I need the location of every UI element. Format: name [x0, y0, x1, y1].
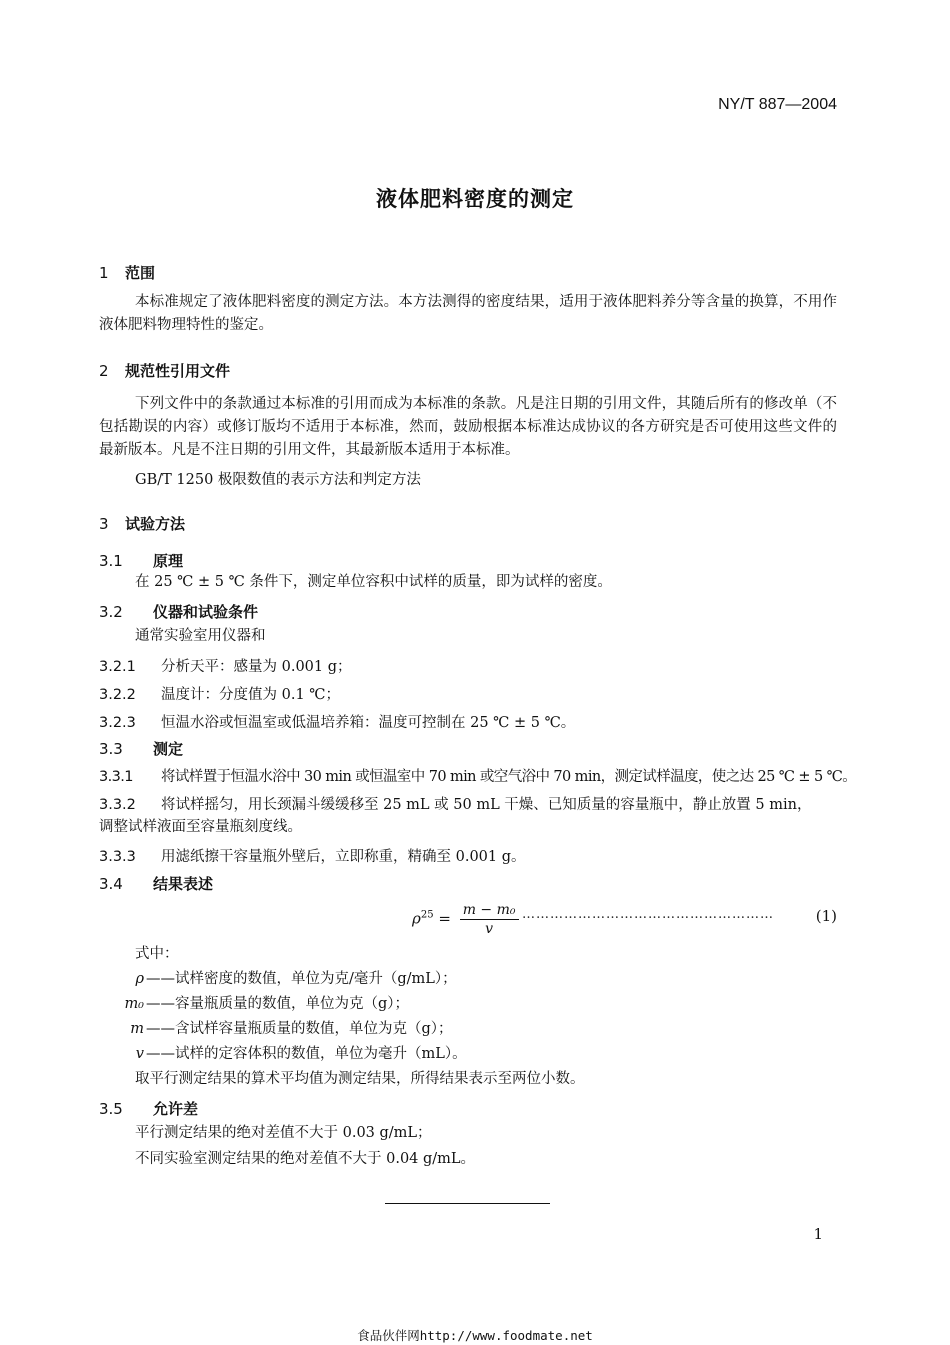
section-1-paragraph: 本标准规定了液体肥料密度的测定方法。本方法测得的密度结果，适用于液体肥料养分等含量的换算，不用作液体肥料物理特性的鉴定。 [99, 294, 837, 333]
item-text: 分析天平：感量为 0.001 g； [161, 659, 352, 675]
section-number: 1 [99, 264, 109, 282]
list-item [99, 683, 340, 704]
section-2-heading [99, 360, 230, 381]
list-item [99, 793, 811, 814]
result-conclusion: 取平行测定结果的算术平均值为测定结果，所得结果表示至两位小数。 [135, 1071, 585, 1087]
density-formula [412, 902, 519, 937]
section-3-4-heading [99, 873, 213, 894]
list-item [99, 655, 352, 676]
item-number: 3.2.1 [99, 659, 136, 675]
section-number: 3 [99, 515, 109, 533]
definition-symbol: m [130, 1021, 144, 1037]
section-3-heading [99, 513, 185, 534]
principle-text: 在 25 ℃ ± 5 ℃ 条件下，测定单位容积中试样的质量，即为试样的密度。 [135, 574, 612, 590]
section-title: 仪器和试验条件 [153, 603, 259, 621]
footer-watermark: 食品伙伴网http://www.foodmate.net [357, 1328, 593, 1343]
item-text: 恒温水浴或恒温室或低温培养箱：温度可控制在 25 ℃ ± 5 ℃。 [161, 715, 576, 731]
formula-numerator: m − m₀ [460, 902, 519, 920]
section-title: 测定 [153, 740, 184, 758]
item-text: 将试样置于恒温水浴中 30 min 或恒温室中 70 min 或空气浴中 70 min，测定试样温度，使之达 25 ℃ ± 5 ℃。 [161, 769, 857, 785]
section-3-1-heading [99, 550, 183, 571]
section-number: 3.3 [99, 740, 123, 758]
formula-equals: = [438, 909, 451, 928]
end-rule [385, 1203, 550, 1204]
tolerance-line-1: 平行测定结果的绝对差值不大于 0.03 g/mL； [135, 1125, 432, 1141]
item-number: 3.2.3 [99, 715, 136, 731]
tolerance-line-2: 不同实验室测定结果的绝对差值不大于 0.04 g/mL。 [135, 1151, 476, 1167]
formula-superscript: 25 [420, 909, 434, 921]
item-continuation: 调整试样液面至容量瓶刻度线。 [99, 819, 302, 835]
item-text: 用滤纸擦干容量瓶外壁后，立即称重，精确至 0.001 g。 [161, 849, 526, 865]
list-item [99, 711, 575, 732]
equation-number: (1) [815, 907, 837, 925]
section-title: 原理 [153, 552, 184, 570]
page-number: 1 [813, 1225, 823, 1243]
definition-item [124, 1043, 467, 1066]
definition-symbol: ρ [135, 971, 144, 987]
document-title: 液体肥料密度的测定 [376, 187, 574, 211]
section-title: 范围 [125, 264, 156, 282]
item-number: 3.3.1 [99, 769, 133, 785]
formula-leader-dots: ……………………………………………… [522, 907, 774, 922]
item-number: 3.3.2 [99, 797, 136, 813]
section-title: 试验方法 [125, 515, 186, 533]
section-number: 3.4 [99, 875, 123, 893]
formula-fraction [460, 902, 519, 937]
item-text: 温度计：分度值为 0.1 ℃； [161, 687, 340, 703]
section-2-paragraph: 下列文件中的条款通过本标准的引用而成为本标准的条款。凡是注日期的引用文件，其随后所有的修改单（不包括勘误的内容）或修订版均不适用于本标准，然而，鼓励根据本标准达成协议的各方研究是否可使用这些文件的最新版本。凡是不注日期的引用文件，其最新版本适用于本标准。 [99, 396, 837, 458]
definition-text: ——容量瓶质量的数值，单位为克（g）； [146, 996, 410, 1012]
item-number: 3.3.3 [99, 849, 136, 865]
section-title: 允许差 [153, 1100, 199, 1118]
section-3-5-heading [99, 1098, 198, 1119]
definition-text: ——含试样容量瓶质量的数值，单位为克（g）； [146, 1021, 453, 1037]
list-item [99, 845, 526, 866]
definition-item [124, 1018, 453, 1041]
section-number: 3.5 [99, 1100, 123, 1118]
definition-symbol: v [135, 1046, 144, 1062]
list-item [99, 765, 856, 786]
standard-number: NY/T 887—2004 [718, 96, 837, 113]
definition-text: ——试样的定容体积的数值，单位为毫升（mL）。 [146, 1046, 467, 1062]
normative-reference: GB/T 1250 极限数值的表示方法和判定方法 [135, 472, 421, 488]
section-number: 3.1 [99, 552, 123, 570]
section-title: 规范性引用文件 [125, 362, 231, 380]
definition-text: ——试样密度的数值，单位为克/毫升（g/mL）； [146, 971, 457, 987]
definition-item [124, 968, 457, 991]
definition-symbol: m₀ [124, 996, 144, 1012]
section-title: 结果表述 [153, 875, 214, 893]
section-3-3-heading [99, 738, 183, 759]
section-1-heading [99, 262, 155, 283]
section-3-2-heading [99, 601, 258, 622]
item-number: 3.2.2 [99, 687, 136, 703]
where-label: 式中： [135, 946, 179, 962]
definition-item [124, 993, 409, 1016]
apparatus-intro: 通常实验室用仪器和 [135, 628, 266, 644]
section-number: 2 [99, 362, 109, 380]
formula-denominator: v [485, 921, 494, 937]
formula-lhs: ρ [412, 909, 421, 928]
section-number: 3.2 [99, 603, 123, 621]
item-text: 将试样摇匀，用长颈漏斗缓缓移至 25 mL 或 50 mL 干燥、已知质量的容量瓶中，静止放置 5 min， [161, 797, 812, 813]
